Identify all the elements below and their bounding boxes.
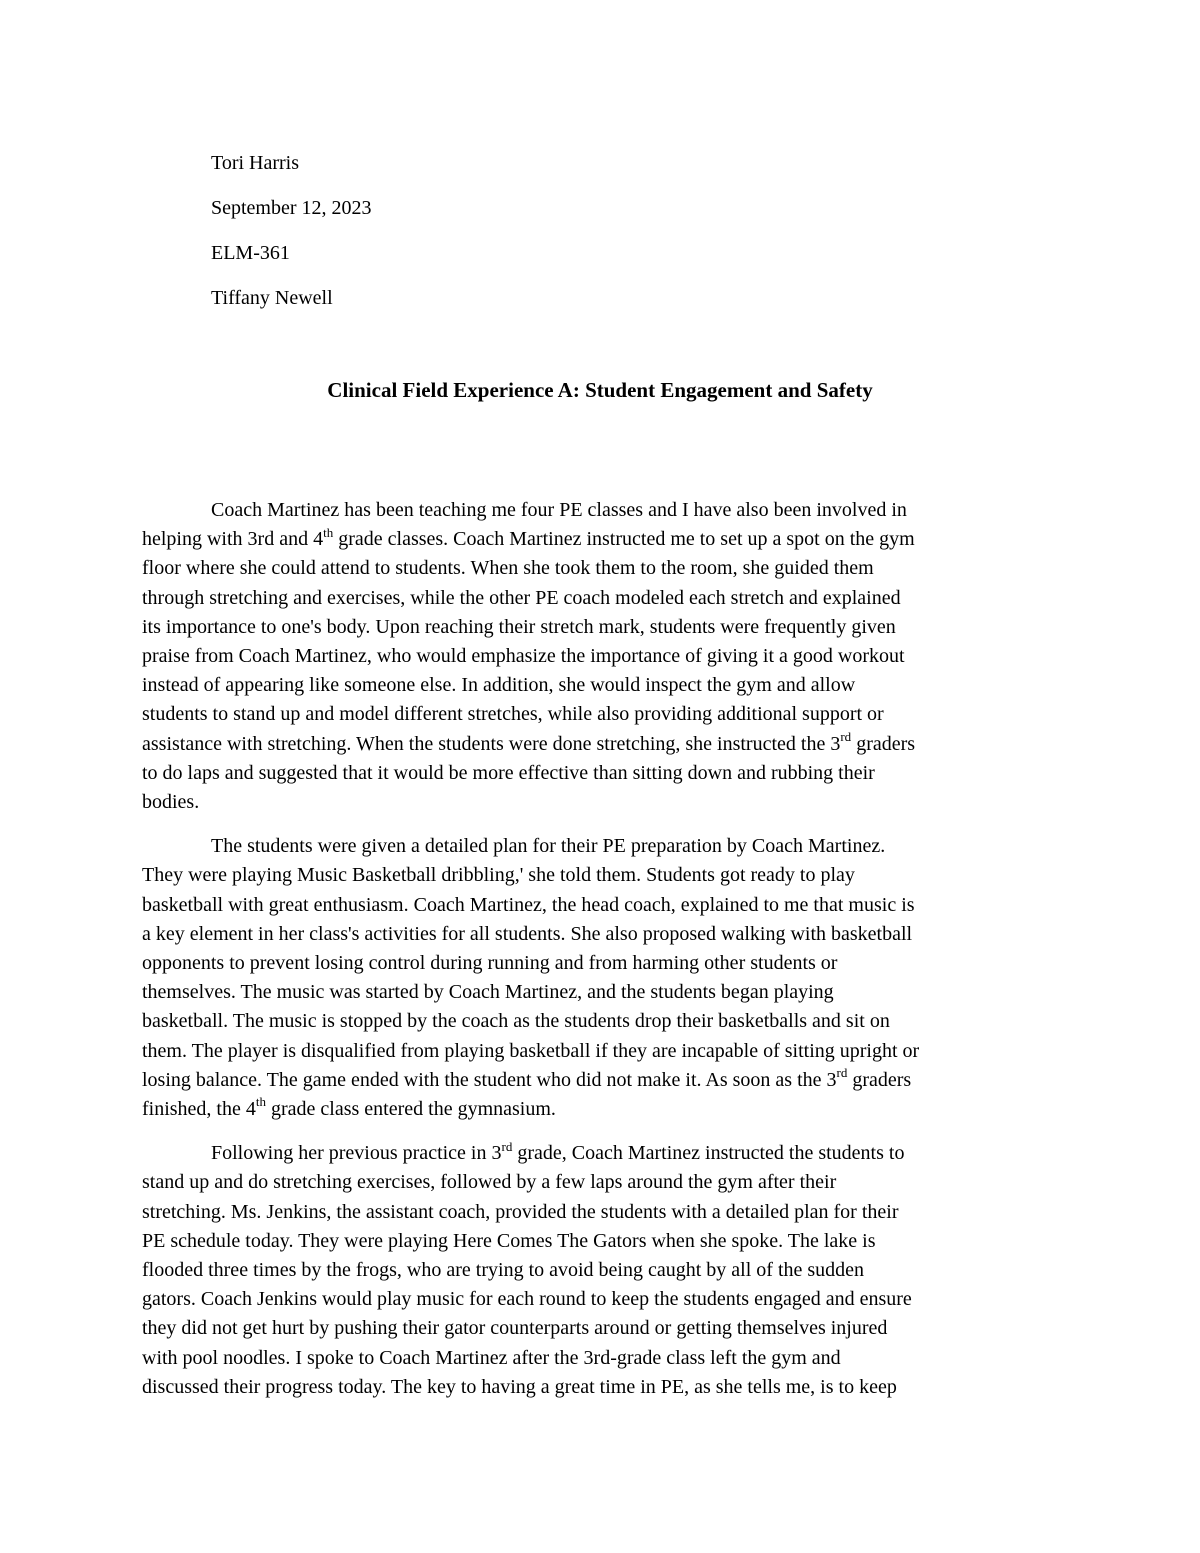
paragraph-line — [142, 1227, 1062, 1256]
paragraph-line — [142, 584, 1062, 613]
text-run: floor where she could attend to students. When she took them to the room, she guided them — [142, 557, 874, 580]
paragraph-line — [142, 525, 1062, 554]
paragraph-line — [142, 920, 1062, 949]
paragraph-line — [142, 759, 1062, 788]
document-body — [142, 496, 1062, 1417]
text-run: graders — [847, 1068, 912, 1091]
paragraph-line — [142, 642, 1062, 671]
text-run: graders — [851, 732, 916, 755]
document-header — [211, 141, 372, 321]
text-run: through stretching and exercises, while the other PE coach modeled each stretch and explained — [142, 586, 901, 609]
text-run: PE schedule today. They were playing Here Comes The Gators when she spoke. The lake is — [142, 1229, 876, 1252]
ordinal-superscript: rd — [840, 728, 852, 744]
body-paragraph — [142, 1139, 1062, 1402]
paragraph-line — [142, 1168, 1062, 1197]
text-run: discussed their progress today. The key to having a great time in PE, as she tells me, is to keep — [142, 1375, 897, 1398]
paragraph-line — [142, 1007, 1062, 1036]
paragraph-line — [142, 1139, 1062, 1168]
text-run: stand up and do stretching exercises, followed by a few laps around the gym after their — [142, 1171, 837, 1194]
ordinal-superscript: rd — [836, 1065, 848, 1081]
text-run: to do laps and suggested that it would be more effective than sitting down and rubbing their — [142, 761, 875, 784]
paragraph-line — [142, 1285, 1062, 1314]
paragraph-line — [142, 788, 1062, 817]
text-run: assistance with stretching. When the students were done stretching, she instructed the 3 — [142, 732, 841, 755]
paragraph-line — [142, 730, 1062, 759]
paragraph-line — [142, 1314, 1062, 1343]
document-title: Clinical Field Experience A: Student Engagement and Safety — [327, 378, 873, 402]
text-run: basketball. The music is stopped by the coach as the students drop their basketballs and sit on — [142, 1010, 890, 1033]
paragraph-line — [142, 1344, 1062, 1373]
text-run: stretching. Ms. Jenkins, the assistant coach, provided the students with a detailed plan for their — [142, 1200, 899, 1223]
body-paragraph — [142, 496, 1062, 817]
paragraph-line — [142, 1373, 1062, 1402]
text-run: helping with 3rd and 4 — [142, 528, 324, 551]
text-run: Coach Martinez has been teaching me four PE classes and I have also been involved in — [211, 499, 907, 521]
text-run: them. The player is disqualified from playing basketball if they are incapable of sitting upright or — [142, 1039, 920, 1062]
text-run: flooded three times by the frogs, who are trying to avoid being caught by all of the sudden — [142, 1259, 865, 1282]
paragraph-line — [142, 671, 1062, 700]
instructor-name: Tiffany Newell — [211, 287, 333, 309]
ordinal-superscript: th — [255, 1094, 266, 1110]
paragraph-line — [142, 1095, 1062, 1124]
text-run: opponents to prevent losing control during running and from harming other students or — [142, 952, 838, 975]
paragraph-line — [142, 1198, 1062, 1227]
paragraph-line — [142, 1037, 1062, 1066]
text-run: gators. Coach Jenkins would play music for each round to keep the students engaged and ensure — [142, 1288, 912, 1311]
paragraph-line — [142, 496, 1062, 525]
text-run: grade class entered the gymnasium. — [266, 1098, 556, 1121]
text-run: themselves. The music was started by Coach Martinez, and the students began playing — [142, 981, 834, 1004]
text-run: losing balance. The game ended with the student who did not make it. As soon as the 3 — [142, 1068, 837, 1091]
author-name: Tori Harris — [211, 152, 300, 174]
paragraph-line — [142, 861, 1062, 890]
text-run: students to stand up and model different stretches, while also providing additional support or — [142, 703, 884, 726]
paragraph-line — [142, 613, 1062, 642]
text-run: They were playing Music Basketball dribbling,' she told them. Students got ready to play — [142, 864, 855, 887]
paragraph-line — [142, 1256, 1062, 1285]
text-run: a key element in her class's activities for all students. She also proposed walking with basketball — [142, 922, 913, 945]
paragraph-line — [142, 949, 1062, 978]
text-run: bodies. — [142, 791, 200, 814]
text-run: with pool noodles. I spoke to Coach Martinez after the 3rd-grade class left the gym and — [142, 1346, 841, 1369]
text-run: grade, Coach Martinez instructed the students to — [512, 1142, 905, 1165]
text-run: praise from Coach Martinez, who would emphasize the importance of giving it a good workout — [142, 645, 905, 668]
text-run: its importance to one's body. Upon reaching their stretch mark, students were frequently given — [142, 615, 896, 638]
document-date: September 12, 2023 — [211, 197, 372, 219]
text-run: they did not get hurt by pushing their gator counterparts around or getting themselves injured — [142, 1317, 888, 1340]
paragraph-line — [142, 700, 1062, 729]
paragraph-line — [142, 832, 1062, 861]
text-run: basketball with great enthusiasm. Coach Martinez, the head coach, explained to me that music is — [142, 893, 915, 916]
text-run: The students were given a detailed plan for their PE preparation by Coach Martinez. — [211, 835, 886, 858]
ordinal-superscript: th — [323, 524, 334, 540]
ordinal-superscript: rd — [501, 1138, 513, 1154]
paragraph-line — [142, 1066, 1062, 1095]
paragraph-line — [142, 891, 1062, 920]
text-run: Following her previous practice in 3 — [211, 1142, 502, 1165]
text-run: grade classes. Coach Martinez instructed me to set up a spot on the gym — [333, 528, 915, 551]
text-run: instead of appearing like someone else. In addition, she would inspect the gym and allow — [142, 674, 856, 697]
text-run: finished, the 4 — [142, 1098, 256, 1121]
course-code: ELM-361 — [211, 242, 290, 264]
paragraph-line — [142, 978, 1062, 1007]
body-paragraph — [142, 832, 1062, 1124]
paragraph-line — [142, 554, 1062, 583]
